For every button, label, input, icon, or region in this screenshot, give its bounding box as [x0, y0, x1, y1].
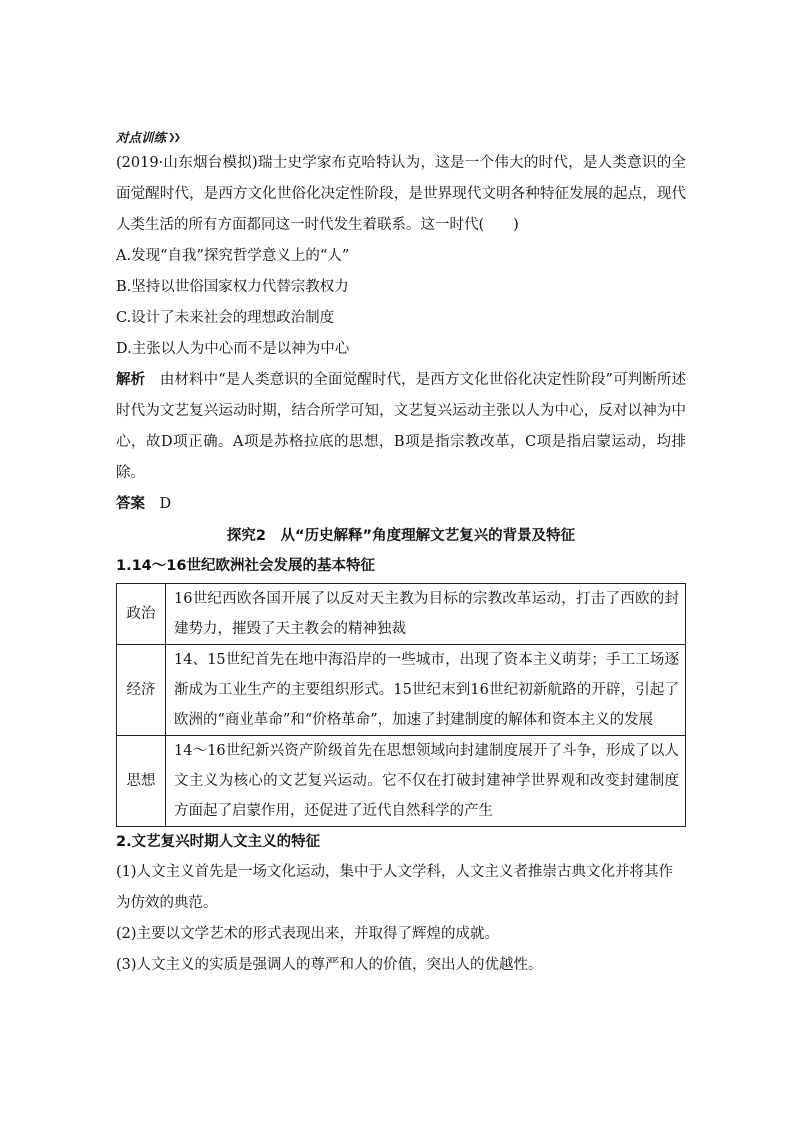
document-page: [116, 128, 686, 981]
double-chevron-right-icon: ❯❯: [168, 133, 180, 143]
table-row: [117, 584, 686, 645]
option-b: B.坚持以世俗国家权力代替宗教权力: [116, 279, 349, 295]
row-label-politics: 政治: [117, 584, 166, 645]
row-content-economy: 14、15世纪首先在地中海沿岸的一些城市，出现了资本主义萌芽；手工工场逐渐成为工业生产的主要组织形式。15世纪末到16世纪初新航路的开辟，引起了欧洲的“商业革命”和“价格革命”，加速了封建制度的解体和资本主义的发展: [166, 645, 686, 736]
row-content-politics: 16世纪西欧各国开展了以反对天主教为目标的宗教改革运动，打击了西欧的封建势力，摧毁了天主教会的精神独裁: [166, 584, 686, 645]
option-c: C.设计了未来社会的理想政治制度: [116, 310, 335, 326]
analysis-text: 由材料中“是人类意识的全面觉醒时代，是西方文化世俗化决定性阶段”可判断所述时代为文艺复兴运动时期，结合所学可知，文艺复兴运动主张以人为中心，反对以神为中心，故D项正确。A项是苏格拉底的思想，B项是指宗教改革，C项是指启蒙运动，均排除。: [116, 372, 687, 481]
table-row: [117, 736, 686, 827]
question-source: (2019·山东烟台模拟): [116, 155, 258, 171]
analysis-paragraph: [116, 365, 686, 489]
part1-heading: 1.14～16世纪欧洲社会发展的基本特征: [116, 558, 375, 574]
option-d: D.主张以人为中心而不是以神为中心: [116, 341, 350, 357]
analysis-label: 解析: [116, 372, 146, 388]
answer-label: 答案: [116, 496, 145, 512]
features-table: [116, 583, 686, 827]
explore-heading: 探究2 从“历史解释”角度理解文艺复兴的背景及特征: [226, 528, 576, 544]
section-tag: [116, 128, 686, 148]
list-item: (1)人文主义首先是一场文化运动，集中于人文学科，人文主义者推崇古典文化并将其作为仿效的典范。: [116, 864, 674, 911]
question-stem: [116, 148, 686, 241]
row-label-thought: 思想: [117, 736, 166, 827]
option-a: A.发现“自我”探究哲学意义上的“人”: [116, 248, 350, 264]
section-tag-label: 对点训练: [116, 130, 167, 145]
part2-heading: 2.文艺复兴时期人文主义的特征: [116, 834, 321, 850]
list-item: (3)人文主义的实质是强调人的尊严和人的价值，突出人的优越性。: [116, 957, 543, 973]
question-text: 瑞士史学家布克哈特认为，这是一个伟大的时代，是人类意识的全面觉醒时代，是西方文化世俗化决定性阶段，是世界现代文明各种特征发展的起点，现代人类生活的所有方面都同这一时代发生着联系。这一时代( ): [116, 155, 687, 233]
answer-value: D: [159, 496, 172, 512]
list-item: (2)主要以文学艺术的形式表现出来，并取得了辉煌的成就。: [116, 926, 500, 942]
answer-row: [116, 489, 686, 519]
row-content-thought: 14～16世纪新兴资产阶级首先在思想领域向封建制度展开了斗争，形成了以人文主义为核心的文艺复兴运动。它不仅在打破封建神学世界观和改变封建制度方面起了启蒙作用，还促进了近代自然科学的产生: [166, 736, 686, 827]
table-row: [117, 645, 686, 736]
row-label-economy: 经济: [117, 645, 166, 736]
